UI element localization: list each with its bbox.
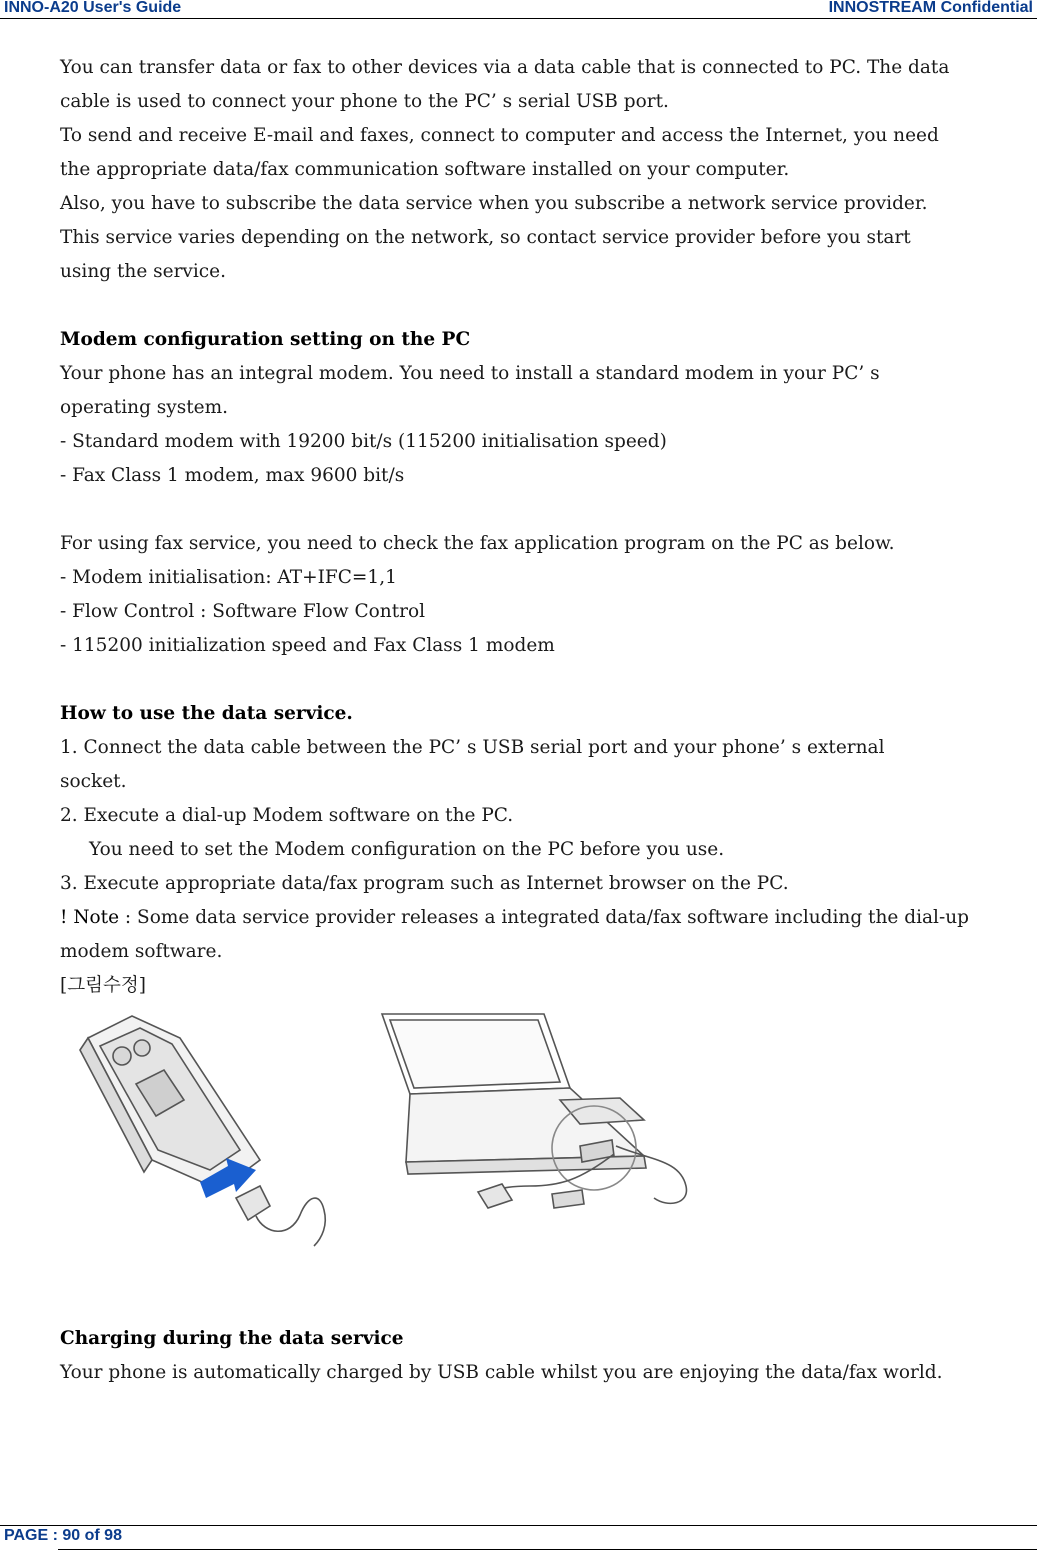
fax-settings-line: - 115200 initialization speed and Fax Class 1 modem [60,635,555,656]
intro-line: This service varies depending on the network, so contact service provider before you start [60,227,911,248]
page-header [0,0,1037,19]
page-body [60,51,1035,1003]
step-1-continued: socket. [60,771,127,792]
modem-config-heading: Modem configuration setting on the PC [60,329,471,350]
fax-settings-line: - Modem initialisation: AT+IFC=1,1 [60,567,397,588]
modem-config-line: Your phone has an integral modem. You need to install a standard modem in your PC’ s [60,363,880,384]
note-continued: modem software. [60,941,223,962]
note-text: : Some data service provider releases a integrated data/fax software including the dial-up [119,907,969,928]
modem-config-section [60,323,1035,493]
fax-settings-line: For using fax service, you need to check the fax application program on the PC as below. [60,533,895,554]
intro-line: You can transfer data or fax to other devices via a data cable that is connected to PC. The data [60,57,950,78]
intro-line: Also, you have to subscribe the data service when you subscribe a network service provider. [60,193,928,214]
note [60,901,1035,935]
intro-line: To send and receive E-mail and faxes, connect to computer and access the Internet, you need [60,125,939,146]
intro-line: cable is used to connect your phone to the PC’ s serial USB port. [60,91,669,112]
note-label: ! Note [60,907,120,928]
figure-tag: [그림수정] [60,975,146,996]
page-number: PAGE : 90 of 98 [4,1527,122,1544]
charging-heading: Charging during the data service [60,1328,404,1349]
fax-settings-section [60,527,1035,663]
data-cable-illustration [60,1010,710,1250]
step-2-detail: You need to set the Modem configuration on the PC before you use. [89,839,725,860]
flip-phone-illustration [80,1016,325,1246]
intro-line: the appropriate data/fax communication software installed on your computer. [60,159,790,180]
step-2: 2. Execute a dial-up Modem software on the PC. [60,805,514,826]
step-3: 3. Execute appropriate data/fax program such as Internet browser on the PC. [60,873,789,894]
header-confidential: INNOSTREAM Confidential [828,0,1033,16]
fax-settings-line: - Flow Control : Software Flow Control [60,601,426,622]
data-service-section [60,697,1035,1003]
charging-text: Your phone is automatically charged by USB cable whilst you are enjoying the data/fax world. [60,1362,943,1383]
intro-paragraph [60,51,1035,289]
modem-config-line: - Fax Class 1 modem, max 9600 bit/s [60,465,405,486]
modem-config-line: - Standard modem with 19200 bit/s (115200 initialisation speed) [60,431,667,452]
header-doc-title: INNO-A20 User's Guide [4,0,182,16]
data-service-heading: How to use the data service. [60,703,353,724]
modem-config-line: operating system. [60,397,229,418]
intro-line: using the service. [60,261,226,282]
charging-section [60,1322,942,1390]
step-1: 1. Connect the data cable between the PC’ s USB serial port and your phone’ s external [60,737,885,758]
laptop-illustration [382,1014,686,1208]
page-footer [0,1525,1037,1551]
